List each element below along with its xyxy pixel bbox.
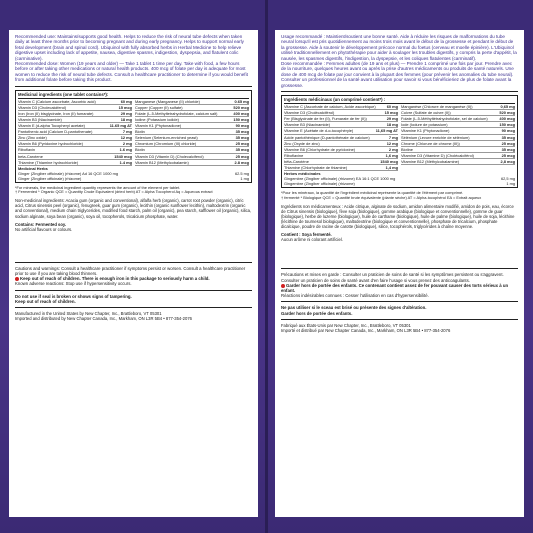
ingredient-name: Vitamine B6 (Chlorhydrate de pyridoxine) xyxy=(284,146,356,152)
herbs-title-fr: Herbes médicinales xyxy=(284,171,321,177)
ingredient-name: Ginger (Zingiber officinale) (rhizome) xyxy=(18,175,82,181)
ingredient-amount: 60 mg xyxy=(386,104,398,110)
ingredient-amount: 29 mg xyxy=(120,110,132,116)
no-artificial-statement-fr: Aucun arôme ni colorant artificiel. xyxy=(281,237,343,243)
ingredient-amount: 11.65 mg AT xyxy=(109,123,132,129)
manufacturer-line-fr: Fabriqué aux États-Unis par New Chapter, Inc., Brattleboro, VT 05301 xyxy=(281,322,411,328)
contains-statement-fr: Contient : Soya fermenté. xyxy=(281,232,332,238)
ingredient-row xyxy=(18,176,249,181)
ingredient-amount: 0,65 mg xyxy=(500,104,515,110)
non-medicinal-ingredients-fr: Ingrédients non médicamenteux : Acide citrique, alginate de sodium, amidon alimentaire modifié, amidon de pois, eau, écorce de Citrus sinensis (biologique), fève soja (biologique), gomme arabique (biologique et conventionnelle), gomme de guar (biologique), herbe de luzerne (biologique), huile de carthame (biologique), huile de palme (biologique), huile de soja, lécithine (lécithine de tournesol biologique), maltodextrine (biologique et conventionnelle), phosphate de tricalcium, phosphate dicalcique, poudre de racine de carotte (biologique), silice, tocophérols, triglycérides à chaîne moyenne. xyxy=(281,203,515,230)
ingredient-amount: 7 mg xyxy=(122,129,132,135)
ingredient-name: Manganese (Manganese (II) chloride) xyxy=(135,98,200,104)
ingredient-name: Vitamine C (Ascorbate de calcium, Acide ascorbique) xyxy=(284,104,376,110)
ingredient-amount: 62.5 mg xyxy=(234,170,249,176)
legend-fr: † fermenté * Biologique QCE = Quantité brute équivalente (plante sèche) AT = Alpha-tocophérol EA = Extrait aqueux xyxy=(281,194,482,200)
ingredient-row xyxy=(284,181,515,186)
ingredient-amount: 2,8 mcg xyxy=(500,158,515,164)
ingredient-name: Riboflavin xyxy=(18,147,36,153)
ingredient-name: Vitamine D3 (Vitamine D) (Cholécalciférol) xyxy=(401,152,474,158)
ingredient-name: Copper (Copper (II) sulfate) xyxy=(135,104,183,110)
ingredient-amount: 1540 mcg xyxy=(114,153,132,159)
ingredient-amount: 11,65 mg AT xyxy=(375,128,398,134)
ingredient-amount: 1540 mcg xyxy=(380,158,398,164)
ingredient-amount: 60 mg xyxy=(120,98,132,104)
ingredient-name: Folate (L-5-Methyltetrahydrofolate, calcium salt) xyxy=(135,110,218,116)
distributor-line-fr: Importé et distribué par New Chapter Canada, Inc., Markham, ON L3R 5B4 • 877-354-2076 xyxy=(281,327,451,333)
recommended-use: Recommended use: Maintains/supports good health. Helps to reduce the risk of neural tube defects when taken daily at least three months prior to becoming pregnant and during early pregnancy. Helps to support normal early fetal development (brain and spinal cord). Ubiquinol with fully absorbed herbs in Herbal Medicine to help relieve digestive upset including lack of appetite, nausea, digestive spasms, indigestion, dyspepsia, and flatulent colic (carminative). xyxy=(15,34,244,61)
ingredients-column-1-fr xyxy=(284,104,398,171)
ingredient-amount: 0.65 mg xyxy=(234,98,249,104)
medicinal-ingredients-table xyxy=(15,90,252,183)
ingredient-amount: 1,6 mg xyxy=(385,152,398,158)
manufacturer-line: Manufactured in the United States by New Chapter, Inc., Brattleboro, VT 05301 xyxy=(15,311,162,317)
ingredient-name: Biotine xyxy=(401,146,413,152)
medicinal-herbs xyxy=(18,166,249,181)
ingredient-amount: 35 mcg xyxy=(501,146,515,152)
ingredient-amount: 35 mcg xyxy=(235,147,249,153)
dose-recommandee: Dose recommandée : Femmes adultes (de 19 ans et plus) — Prendre 1 comprimé une fois par jour. Prendre avec de la nourriture, quelques heures avant ou après la prise d'autres médicaments ou produits de santé naturels. Une dose de 400 mcg de folate par jour convient à la plupart des femmes (pour prévenir les anomalies du tube neural). Consulter un professionnel de la santé avant utilisation pour savoir si vous bénéficieriez de plus de folate avant la grossesse. xyxy=(281,61,514,88)
non-medicinal-ingredients: Non-medicinal ingredients: Acacia gum (organic and conventional), alfalfa herb (organic), carrot root powder (organic), citric acid, Citrus sinensis peel (organic), fenugreek, guar gum (organic), lecithin (organic sunflower lecithin), maltodextrin (organic and conventional), medium chain triglycerides, modified food starch, palm oil (organic), pea starch, safflower oil (organic), silica, sodium alginate, soya bean (organic), soya oil, tocopherols, tricalcium phosphate, water. xyxy=(15,198,252,219)
contains-statement: Contains: Fermented soy. xyxy=(15,221,67,227)
ingredient-amount: 1 mg xyxy=(240,175,249,181)
ingredient-row xyxy=(135,160,249,166)
panel-divider xyxy=(265,0,268,533)
ingredient-name: Selenium (Selenium-enriched yeast) xyxy=(135,135,198,141)
ingredient-amount: 29 mg xyxy=(386,116,398,122)
french-label-panel xyxy=(275,30,524,517)
seal-warning: Do not use if seal is broken or shows signs of tampering. xyxy=(15,293,132,299)
ingredient-name: Thiamine (Thiamine hydrochloride) xyxy=(18,159,79,165)
ingredient-name: Iode (Iodure de potassium) xyxy=(401,122,448,128)
ingredient-amount: 1.4 mg xyxy=(119,159,132,165)
ingredients-column-2 xyxy=(135,99,249,166)
ingredient-name: Zinc (Zinc oxide) xyxy=(18,135,47,141)
precautions-fr: Précautions et mises en garde : Consulter un praticien de soins de santé si les symptômes persistent ou s'aggravent. Consulter un praticien de soins de santé avant d'en faire l'usage si vous prenez des anticoagulants. xyxy=(281,272,504,283)
ingredient-name: Ginger (Zingiber officinale) (rhizome) Ad 16 QCE 1000 mg xyxy=(18,170,119,176)
ingredient-name: Vitamin C (Calcium ascorbate, Ascorbic acid) xyxy=(18,98,96,104)
ingredient-name: bêta-Carotène xyxy=(284,158,309,164)
ingredient-amount: 15 mcg xyxy=(118,104,132,110)
ingredient-amount: 1.6 mg xyxy=(119,147,132,153)
keep-children-warning: Keep out of reach of children. xyxy=(15,298,76,304)
ingredient-name: Pantothenic acid (Calcium D-pantothenate) xyxy=(18,129,93,135)
usage-recommande: Usage recommandé : Maintient/soutient une bonne santé. Aide à réduire les risques de malformations du tube neural lorsqu'il est pris quotidiennement au moins trois mois avant le début de la grossesse et pendant le début de la grossesse. Aide à soutenir le développement précoce normal du foetus (cerveau et moelle épinière). L'Ubiquinol utilisé traditionnellement en phytothérapie pour aider à soulager les troubles digestifs, y compris la perte d'appétit, la nausée, les spasmes digestifs, l'indigestion, la dyspepsie, et les coliques flatulentes (carminatif). xyxy=(281,34,517,61)
footnote: *For minerals, the medicinal ingredient quantity represents the amount of the element per tablet. xyxy=(15,184,181,190)
ingredient-amount: 90 mcg xyxy=(235,123,249,129)
ingredient-name: Zinc (Oxyde de zinc) xyxy=(284,140,320,146)
ingredients-column-1 xyxy=(18,99,132,166)
ingredient-name: Cuivre (Sulfate de cuivre (II)) xyxy=(401,110,451,116)
ingredient-name: Vitamine K1 (Phytonadione) xyxy=(401,128,450,134)
known-adverse-reactions: Known adverse reactions: Stop use if hypersensitivity occurs. xyxy=(15,281,132,287)
ingredient-name: Sélénium (Levure enrichie de sélénium) xyxy=(401,134,470,140)
ingredient-amount: 12 mg xyxy=(386,140,398,146)
keep-children-warning-fr: Garder hors de portée des enfants. xyxy=(281,310,353,316)
ingredient-name: Vitamine E (Acétate de d-α-tocophéryle) xyxy=(284,128,354,134)
ingredient-name: Fer (Bisglycinate de fer (II), Fumarate de fer (II)) xyxy=(284,116,367,122)
ingredient-name: Vitamin B6 (Pyridoxine hydrochloride) xyxy=(18,141,84,147)
ingredient-amount: 12 mg xyxy=(120,135,132,141)
ingredient-amount: 18 mg xyxy=(386,122,398,128)
ingredient-amount: 2 mg xyxy=(388,146,398,152)
ingredient-amount: 35 mcg xyxy=(501,134,515,140)
ingredient-name: Thiamine (Chlorhydrate de thiamine) xyxy=(284,165,348,170)
ingredient-amount: 150 mcg xyxy=(499,122,515,128)
footnote-fr: *Pour les minéraux, la quantité de l'ingrédient médicinal représente la quantité de l'élément par comprimé. xyxy=(281,190,464,196)
ingredient-amount: 1 mg xyxy=(506,181,515,187)
ingredient-name: Vitamin K1 (Phytonadione) xyxy=(135,123,182,129)
ingredient-name: Vitamin B3 (Niacinamide) xyxy=(18,116,62,122)
ingredient-name: Iodine (Potassium iodide) xyxy=(135,116,179,122)
ingredient-amount: 15 mcg xyxy=(384,110,398,116)
keep-out-text: Keep out of reach of children. There is enough iron in this package to seriously harm a child. xyxy=(20,276,210,282)
ingredient-amount: 520 mcg xyxy=(499,110,515,116)
ingredient-amount: 25 mcg xyxy=(501,152,515,158)
ingredient-name: Acide pantothénique (D-pantothénate de calcium) xyxy=(284,134,370,140)
ingredients-title: Medicinal ingredients (one tablet contains*): xyxy=(18,92,249,99)
ingredients-medicinaux-table xyxy=(281,95,518,188)
keep-out-warning-fr xyxy=(281,283,518,293)
ingredient-amount: 150 mcg xyxy=(233,116,249,122)
ingredient-amount: 35 mcg xyxy=(235,129,249,135)
ingredient-amount: 90 mcg xyxy=(501,128,515,134)
ingredient-name: Vitamine B3 (Niacinamide) xyxy=(284,122,330,128)
ingredient-name: Folate (L-5-Méthyltétrahydrofolate, sel de calcium) xyxy=(401,116,488,122)
ingredient-name: Gingembre (Zingiber officinale) (rhizome) EA 16:1 QCE 1000 mg xyxy=(284,176,396,182)
ingredient-amount: 520 mcg xyxy=(233,104,249,110)
ingredient-amount: 25 mcg xyxy=(235,141,249,147)
ingredient-name: Riboflavine xyxy=(284,152,304,158)
ingredients-column-2-fr xyxy=(401,104,515,171)
ingredients-title-fr: Ingrédients médicinaux (un comprimé contient*) : xyxy=(284,97,515,104)
ingredient-name: Manganèse (Chlorure de manganèse (II)) xyxy=(401,104,473,110)
ingredient-amount: 1,4 mg xyxy=(385,165,398,170)
ingredient-row xyxy=(401,159,515,165)
ingredient-amount: 400 mcg xyxy=(499,116,515,122)
ingredient-amount: 2.8 mcg xyxy=(234,159,249,165)
ingredient-amount: 62,5 mg xyxy=(500,176,515,182)
no-artificial-statement: No artificial flavours or colours. xyxy=(15,226,73,232)
ingredient-amount: 18 mg xyxy=(120,116,132,122)
ingredient-name: Chromium (Chromium (III) chloride) xyxy=(135,141,197,147)
ingredient-name: Chrome (Chlorure de chrome (III)) xyxy=(401,140,460,146)
ingredient-name: Vitamine B12 (Méthylcobalamine) xyxy=(401,158,460,164)
english-label-panel xyxy=(9,30,258,517)
ingredient-name: Vitamin B12 (Methylcobalamin) xyxy=(135,159,189,165)
ingredient-name: Vitamine D3 (Cholécalciférol) xyxy=(284,110,335,116)
ingredient-name: Vitamin E (d-alpha Tocopheryl acetate) xyxy=(18,123,85,129)
ingredient-row xyxy=(18,160,132,166)
keep-out-text-fr: Garder hors de portée des enfants. Ce contenant contient assez de fer pouvant causer des torts sérieux à un enfant. xyxy=(281,282,509,293)
ingredient-name: Vitamin D3 (Vitamin D) (Cholecalciferol) xyxy=(135,153,204,159)
ingredient-name: Biotin xyxy=(135,129,145,135)
recommended-dose: Recommended dose: Women (19 years and older) — Take 1 tablet 1 time per day. Take with food, a few hours before or after taking other medications or natural health products. 400 mcg of folate per day is adequate for most women to reduce the risk of neural tube defects. Consult a healthcare practitioner to determine if you would benefit from additional folate before taking this product. xyxy=(15,61,248,83)
ingredient-amount: 35 mcg xyxy=(235,135,249,141)
seal-warning-fr: Ne pas utiliser si le sceau est brisé ou présente des signes d'altération. xyxy=(281,305,427,311)
ingredient-amount: 2 mg xyxy=(122,141,132,147)
ingredient-name: Gingembre (Zingiber officinale) (rhizome) xyxy=(284,181,355,187)
ingredient-amount: 25 mcg xyxy=(235,153,249,159)
ingredient-name: Iron (Iron (II) bisglycinate, Iron (II) fumarate) xyxy=(18,110,94,116)
ingredient-name: beta-Carotene xyxy=(18,153,43,159)
ingredient-name: Biotin xyxy=(135,147,145,153)
herbes-medicinales xyxy=(284,171,515,186)
ingredient-amount: 7 mg xyxy=(388,134,398,140)
distributor-line: Imported and distributed by New Chapter Canada, Inc., Markham, ON L3R 5B4 • 877-354-2076 xyxy=(15,316,192,322)
cautions-warnings: Cautions and warnings: Consult a healthcare practitioner if symptoms persist or worsen. Consult a healthcare practitioner prior to use if you are taking blood thinners. xyxy=(15,265,246,277)
known-adverse-reactions-fr: Réactions indésirables connues : Cesser l'utilisation en cas d'hypersensibilité. xyxy=(281,293,429,299)
ingredient-amount: 400 mcg xyxy=(233,110,249,116)
legend: † Fermented * Organic QCE = Quantity Crude Equivalent (dried herb) AT = Alpha Tocopherol Aq = Aqueous extract xyxy=(15,189,213,195)
ingredient-name: Vitamin D3 (Cholecalciferol) xyxy=(18,104,67,110)
ingredient-amount: 25 mcg xyxy=(501,140,515,146)
herbs-title: Medicinal Herbs xyxy=(18,165,48,171)
